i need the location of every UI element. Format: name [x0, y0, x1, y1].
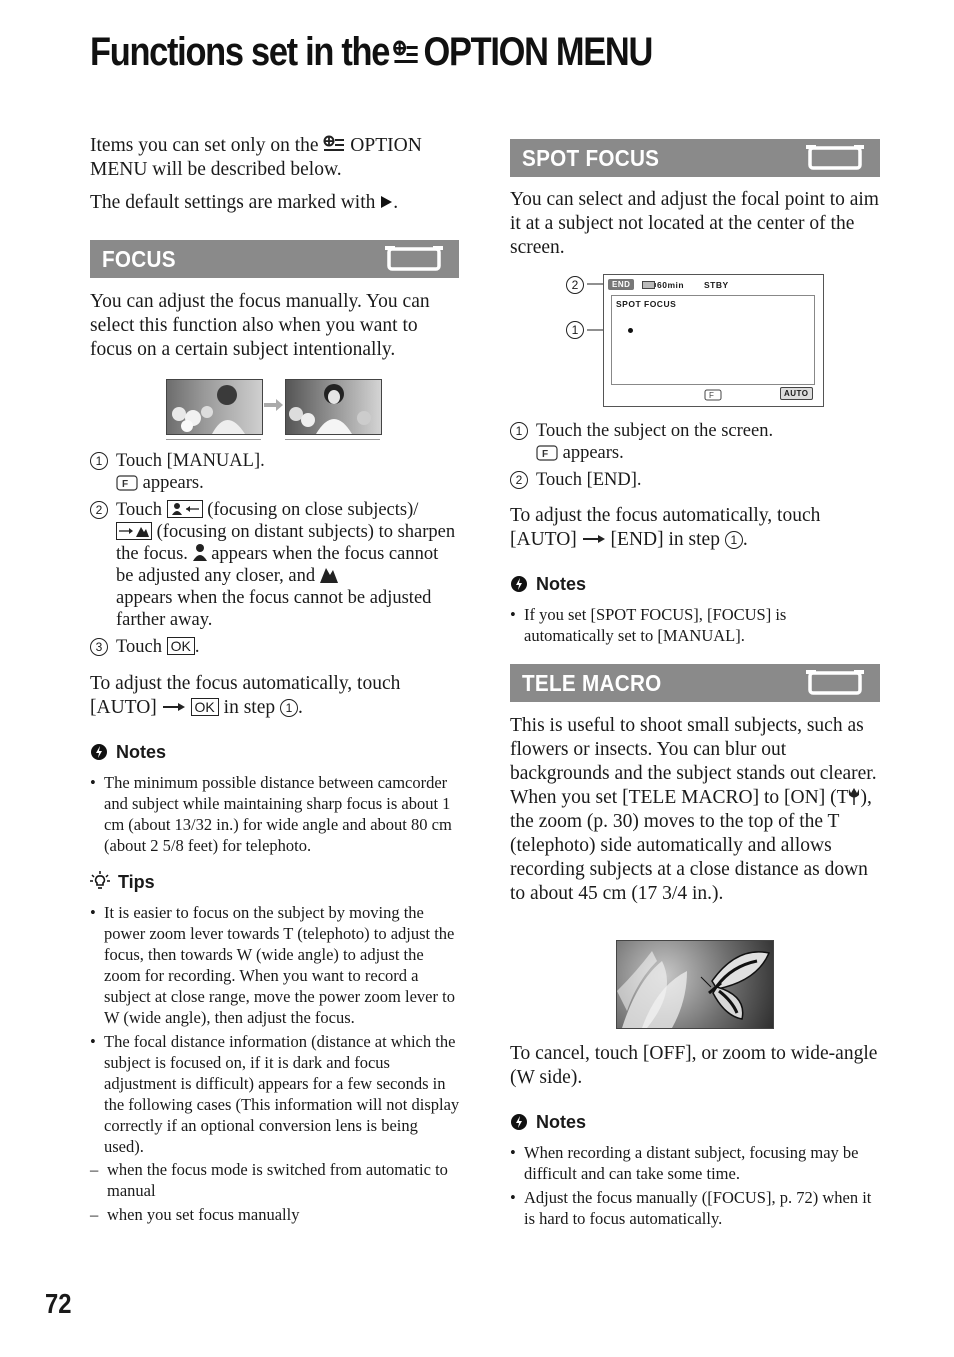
tele-macro-body: This is useful to shoot small subjects, such as flowers or insects. You can blur out backgrounds and the subject stands out clearer. [510, 715, 877, 784]
tele-macro-body-2: When you set [TELE MACRO] to [ON] (T ), the zoom (p. 30) moves to the top of the T (telephoto) side automatically and allows recording subjects at a close distance as down to about 45 cm (17 3/4 in.). [510, 787, 872, 904]
tele-macro-notes [510, 1098, 880, 1232]
lcd-screen [603, 274, 824, 407]
ok-button[interactable]: OK [167, 637, 195, 655]
notes-icon [90, 743, 108, 761]
lcd-auto-button[interactable]: AUTO [780, 387, 813, 400]
butterfly-photo [616, 940, 774, 1029]
page-title [90, 30, 652, 79]
focus-step-1: 1 Touch [MANUAL]. F appears. [90, 450, 460, 494]
list-item: • Adjust the focus manually ([FOCUS], p. 72) when it is hard to focus automatically. [510, 1187, 880, 1229]
focus-point [628, 328, 633, 333]
spot-step-2: 2 Touch [END]. [510, 469, 880, 491]
step-number: 3 [90, 638, 108, 656]
lcd-time: 60min [657, 280, 685, 290]
step-number: 1 [510, 422, 528, 440]
focus-heading: FOCUS [102, 246, 176, 272]
spot-focus-body: You can select and adjust the focal point to aim it at a subject not located at the center of the screen. [510, 189, 879, 258]
step-number: 1 [90, 452, 108, 470]
right-arrow-icon [162, 702, 186, 712]
list-item: • If you set [SPOT FOCUS], [FOCUS] is automatically set to [MANUAL]. [510, 604, 880, 646]
right-arrow-icon [264, 398, 284, 412]
left-column [90, 134, 460, 224]
title-suffix: OPTION MENU [423, 30, 653, 74]
step-ref: 1 [725, 531, 743, 549]
sub-list-item: – when you set focus manually [90, 1204, 460, 1225]
step-number: 2 [510, 471, 528, 489]
lcd-spot-focus-label: SPOT FOCUS [616, 299, 677, 309]
tele-macro-heading: TELE MACRO [522, 670, 662, 696]
photo-underline [285, 439, 380, 440]
tulip-icon [848, 787, 860, 805]
right-arrow-icon [582, 534, 606, 544]
spot-focus-heading-bar [510, 139, 880, 177]
focus-photo-after [285, 379, 382, 435]
spot-step-1: 1 Touch the subject on the screen. F appears. [510, 420, 880, 464]
notes-heading: Notes [90, 740, 460, 764]
title-prefix: Functions set in the [90, 30, 390, 74]
default-note: The default settings are marked with . [90, 192, 399, 213]
person-icon [193, 543, 207, 561]
tele-macro-heading-bar [510, 664, 880, 702]
option-menu-icon [323, 135, 345, 153]
sub-list-item: – when the focus mode is switched from automatic to manual [90, 1159, 460, 1201]
intro-paragraph: Items you can set only on the OPTION MENU will be described below. [90, 135, 422, 180]
focus-photo-before [166, 379, 263, 435]
step-number: 2 [90, 501, 108, 519]
camera-mode-icon [806, 145, 864, 171]
far-focus-icon[interactable] [116, 522, 152, 540]
notes-heading: Notes [510, 572, 880, 596]
notes-icon [510, 575, 528, 593]
page-number: 72 [45, 1288, 72, 1319]
camera-mode-icon [385, 246, 443, 272]
callout-2: 2 [566, 276, 584, 294]
lcd-viewfinder[interactable] [611, 295, 815, 385]
focus-section [90, 290, 460, 371]
list-item: • The focal distance information (distance at which the subject is focused on, if it is dark and focus adjustment is difficult) appears for a few seconds in the following cases (This information will not display correctly if an optional conversion lens is being used). – when the focus mode is switched from automatic to manual – when you set focus manually [90, 1031, 460, 1225]
ok-button[interactable]: OK [191, 698, 219, 716]
photo-underline [166, 439, 261, 440]
lcd-end-button[interactable]: END [608, 279, 634, 290]
notes-heading: Notes [510, 1110, 880, 1134]
spot-focus-notes [510, 560, 880, 649]
notes-icon [510, 1113, 528, 1131]
list-item: • When recording a distant subject, focusing may be difficult and can take some time. [510, 1142, 880, 1184]
svg-text:F: F [709, 391, 714, 400]
manual-focus-icon [704, 389, 722, 401]
list-item: • It is easier to focus on the subject by moving the power zoom lever towards T (telephoto) to adjust the focus, then towards W (wide angle) to adjust the zoom for recording. When you want to record a subject at close range, move the power zoom lever to W (wide angle), then adjust the focus. [90, 902, 460, 1028]
spot-focus-heading: SPOT FOCUS [522, 145, 660, 171]
tips-icon [90, 871, 110, 891]
spot-focus-auto-paragraph: To adjust the focus automatically, touch [AUTO] [END] in step 1 . [510, 505, 821, 550]
near-focus-icon[interactable] [167, 500, 203, 518]
focus-step-3: 3 Touch OK . [90, 636, 460, 658]
mountain-icon [320, 565, 338, 583]
spot-focus-section [510, 188, 880, 269]
focus-auto-paragraph: To adjust the focus automatically, touch [AUTO] OK in step 1 . [90, 673, 401, 718]
manual-focus-icon [116, 475, 138, 491]
list-item: • The minimum possible distance between camcorder and subject while maintaining sharp focus is about 1 cm (about 13/32 in.) for wide angle and about 80 cm (about 2 5/8 feet) for telephoto. [90, 772, 460, 856]
lcd-status: STBY [704, 280, 729, 290]
focus-body: You can adjust the focus manually. You can select this function also when you want to focus on a certain subject intentionally. [90, 291, 430, 360]
play-triangle-icon [380, 195, 393, 209]
svg-text:F: F [542, 449, 549, 460]
manual-focus-icon [536, 445, 558, 461]
focus-notes [90, 728, 460, 1228]
option-menu-icon [393, 34, 419, 79]
battery-icon [642, 281, 656, 289]
focus-steps [90, 450, 460, 663]
camera-mode-icon [806, 670, 864, 696]
step-ref: 1 [280, 699, 298, 717]
focus-heading-bar [90, 240, 459, 278]
tele-macro-cancel: To cancel, touch [OFF], or zoom to wide-angle (W side). [510, 1043, 878, 1088]
svg-text:F: F [122, 479, 129, 490]
tele-macro-section [510, 714, 880, 915]
spot-focus-steps [510, 420, 880, 496]
tips-heading: Tips [90, 870, 460, 894]
callout-1: 1 [566, 321, 584, 339]
focus-step-2: 2 Touch (focusing on close subjects)/ (focusing on distant subjects) to sharpen the focus. appears when the focus cannot be adjusted any closer, and appears when the focus cannot be adjusted farther away. [90, 499, 460, 631]
